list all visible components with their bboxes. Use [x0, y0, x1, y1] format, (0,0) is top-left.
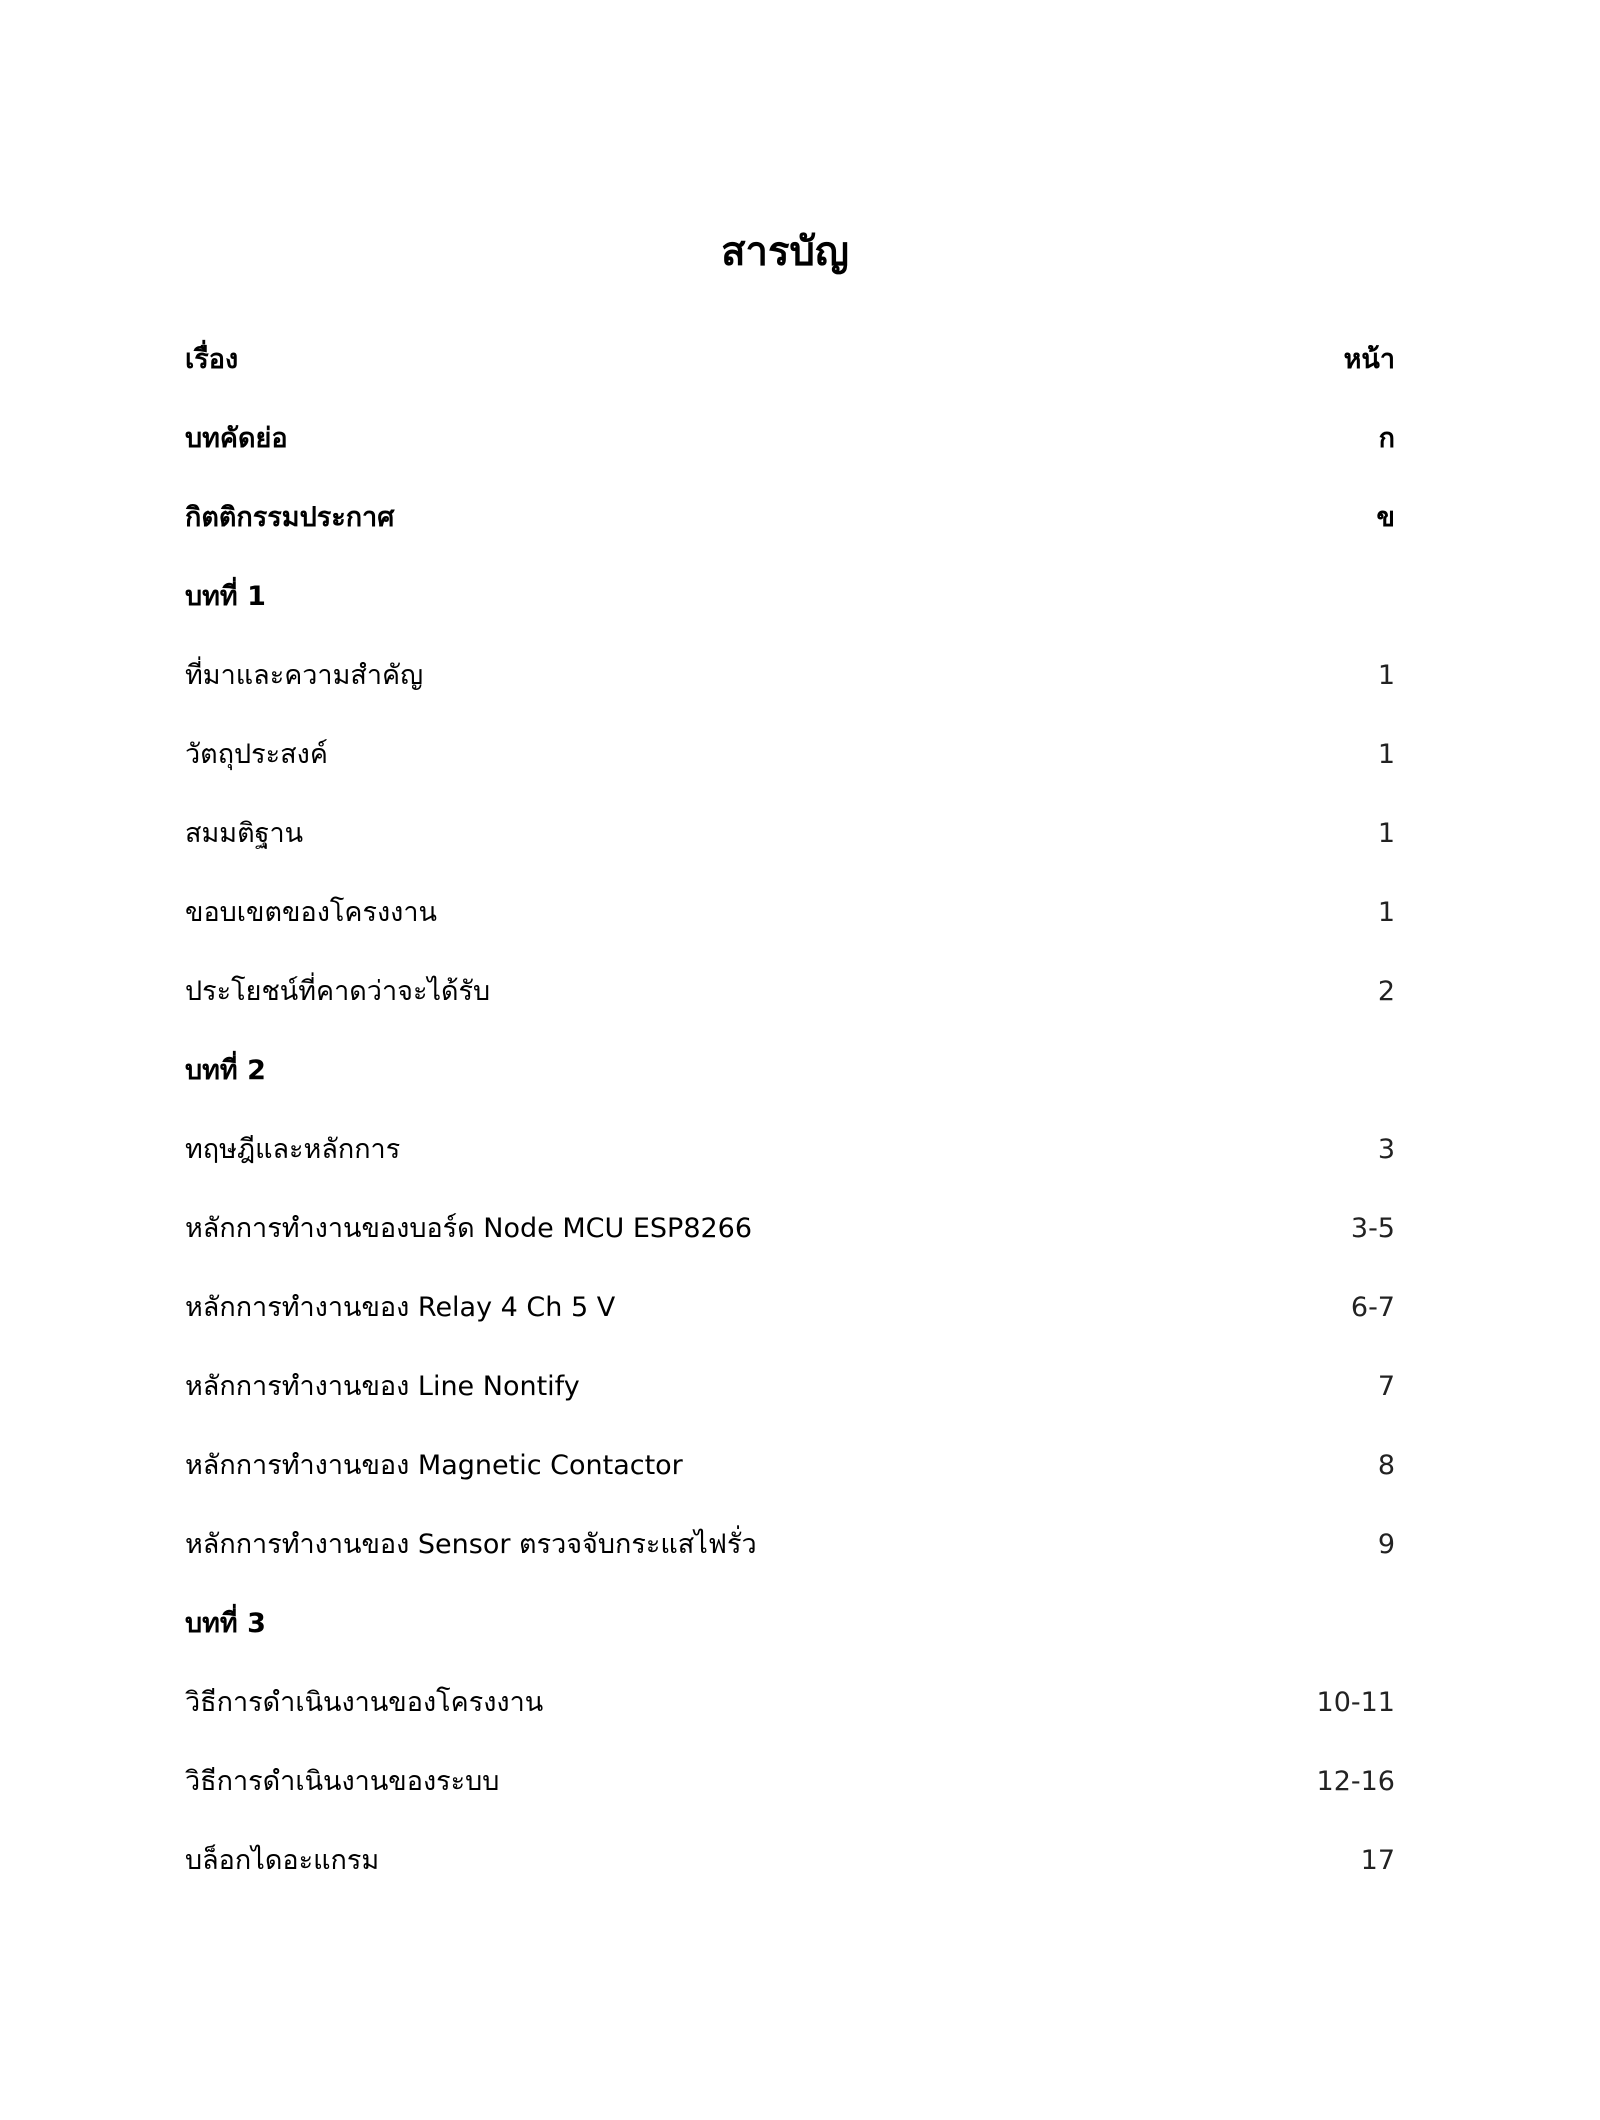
toc-entry-label: บทที่ 3: [185, 1607, 266, 1639]
toc-entry-label: วิธีการดำเนินงานของโครงงาน: [185, 1686, 544, 1718]
toc-entry: [185, 1031, 1395, 1110]
toc-entries: [185, 399, 1395, 1900]
toc-entry-page: 1: [1377, 896, 1395, 928]
toc-entry: [185, 1189, 1395, 1268]
toc-entry: [185, 1426, 1395, 1505]
toc-entry-page: 3-5: [1350, 1212, 1395, 1244]
toc-entry-label: วิธีการดำเนินงานของระบบ: [185, 1765, 500, 1797]
toc-entry: [185, 1663, 1395, 1742]
toc-entry-page: 17: [1360, 1844, 1395, 1876]
toc-entry: [185, 1110, 1395, 1189]
toc-entry-page: 2: [1377, 975, 1395, 1007]
toc-entry-page: 6-7: [1350, 1291, 1395, 1323]
toc-header-row: [185, 320, 1395, 399]
toc-entry-page: 12-16: [1316, 1765, 1395, 1797]
toc-entry-page: 3: [1377, 1133, 1395, 1165]
toc-entry-page: 10-11: [1316, 1686, 1395, 1718]
toc-entry: [185, 1821, 1395, 1900]
toc-entry-label: หลักการทำงานของบอร์ด Node MCU ESP8266: [185, 1212, 753, 1244]
toc-entry-page: 1: [1377, 659, 1395, 691]
toc-entry: [185, 952, 1395, 1031]
toc-entry: [185, 873, 1395, 952]
toc-entry-label: บทคัดย่อ: [185, 422, 288, 454]
page-title: สารบัญ: [721, 229, 849, 275]
toc-entry: [185, 557, 1395, 636]
toc-entry-label: บทที่ 1: [185, 580, 266, 612]
toc-entry: [185, 636, 1395, 715]
toc-entry-page: ก: [1378, 422, 1395, 454]
toc-entry-label: หลักการทำงานของ Magnetic Contactor: [185, 1449, 683, 1481]
toc-entry: [185, 1584, 1395, 1663]
toc-entry-page: 1: [1377, 817, 1395, 849]
toc-entry-page: 9: [1377, 1528, 1395, 1560]
toc-entry-page: 1: [1377, 738, 1395, 770]
toc-entry: [185, 1505, 1395, 1584]
toc-entry: [185, 399, 1395, 478]
toc-entry-label: หลักการทำงานของ Sensor ตรวจจับกระแสไฟรั่ว: [185, 1528, 757, 1560]
toc-page-header: หน้า: [1343, 343, 1395, 375]
toc-entry: [185, 1742, 1395, 1821]
toc-entry-page: 7: [1377, 1370, 1395, 1402]
toc-entry-label: ประโยชน์ที่คาดว่าจะได้รับ: [185, 975, 491, 1007]
toc-entry-label: ทฤษฎีและหลักการ: [185, 1133, 401, 1165]
toc-entry-label: ที่มาและความสำคัญ: [185, 659, 424, 691]
toc-entry: [185, 1268, 1395, 1347]
toc-entry-label: กิตติกรรมประกาศ: [185, 501, 395, 533]
table-of-contents: [185, 320, 1395, 1900]
toc-entry-page: ข: [1376, 501, 1395, 533]
toc-entry-label: บล็อกไดอะแกรม: [185, 1844, 380, 1876]
toc-entry-label: หลักการทำงานของ Line Nontify: [185, 1370, 580, 1402]
toc-entry-page: 8: [1377, 1449, 1395, 1481]
toc-entry: [185, 478, 1395, 557]
toc-entry: [185, 794, 1395, 873]
toc-entry-label: สมมติฐาน: [185, 817, 304, 849]
toc-entry-label: หลักการทำงานของ Relay 4 Ch 5 V: [185, 1291, 616, 1323]
toc-entry-label: ขอบเขตของโครงงาน: [185, 896, 437, 928]
toc-topic-header: เรื่อง: [185, 343, 239, 375]
toc-entry-label: วัตถุประสงค์: [185, 738, 328, 770]
toc-entry-label: บทที่ 2: [185, 1054, 266, 1086]
toc-entry: [185, 715, 1395, 794]
toc-entry: [185, 1347, 1395, 1426]
